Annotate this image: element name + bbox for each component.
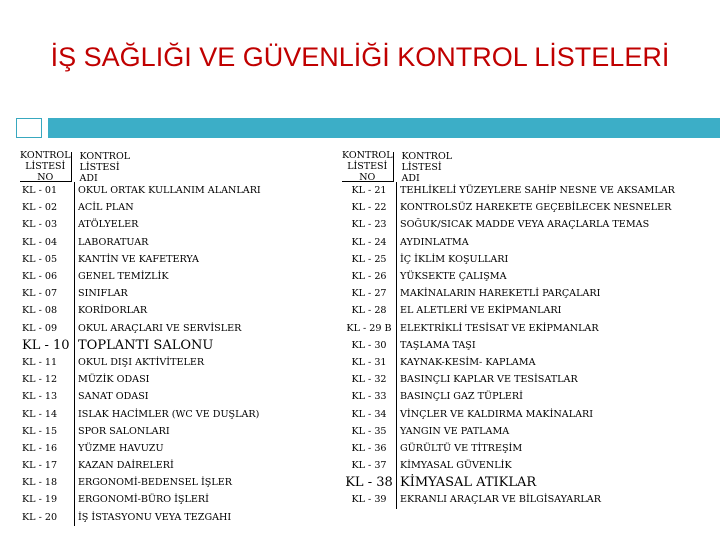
checklist-name: EL ALETLERİ VE EKİPMANLARI <box>400 305 562 317</box>
accent-bar-right <box>48 118 720 138</box>
checklist-number: KL - 19 <box>20 491 75 508</box>
checklist-name: KAZAN DAİRELERİ <box>78 460 174 472</box>
checklist-name: YÜZME HAVUZU <box>78 442 164 454</box>
table-row <box>342 388 675 405</box>
table-row <box>342 234 675 251</box>
checklist-number: KL - 28 <box>342 302 397 319</box>
checklist-name: TAŞLAMA TAŞI <box>400 339 476 351</box>
table-row <box>20 285 261 302</box>
checklist-name: KORİDORLAR <box>78 305 148 317</box>
checklist-name: KANTİN VE KAFETERYA <box>78 253 199 265</box>
table-row <box>342 199 675 216</box>
checklist-number: KL - 07 <box>20 285 75 302</box>
checklist-number: KL - 39 <box>342 491 397 508</box>
checklist-number: KL - 22 <box>342 199 397 216</box>
header-name: KONTROL LİSTESİ ADI <box>401 150 453 184</box>
table-row <box>342 337 675 354</box>
header-name: KONTROL LİSTESİ ADI <box>79 150 131 184</box>
rows-left <box>20 182 261 526</box>
table-row <box>342 491 675 508</box>
checklist-name: VİNÇLER VE KALDIRMA MAKİNALARI <box>400 408 594 420</box>
checklist-name: KİMYASAL GÜVENLİK <box>400 460 512 472</box>
checklist-number: KL - 37 <box>342 457 397 474</box>
checklist-number: KL - 03 <box>20 216 75 233</box>
table-row <box>342 405 675 422</box>
table-row <box>20 320 261 337</box>
checklist-name: LABORATUAR <box>78 236 149 248</box>
checklist-name: GÜRÜLTÜ VE TİTREŞİM <box>400 442 523 454</box>
checklist-number: KL - 15 <box>20 423 75 440</box>
checklist-number: KL - 12 <box>20 371 75 388</box>
checklist-number: KL - 29 B <box>342 320 397 337</box>
table-row <box>20 509 261 526</box>
checklist-number: KL - 38 <box>342 474 397 491</box>
checklist-number: KL - 18 <box>20 474 75 491</box>
checklist-number: KL - 13 <box>20 388 75 405</box>
table-row <box>342 457 675 474</box>
accent-bar-left <box>16 118 42 138</box>
checklist-name: ERGONOMİ-BÜRO İŞLERİ <box>78 494 209 506</box>
checklist-number: KL - 30 <box>342 337 397 354</box>
table-row <box>342 423 675 440</box>
checklist-number: KL - 11 <box>20 354 75 371</box>
table-row <box>20 457 261 474</box>
table-row <box>20 354 261 371</box>
checklist-number: KL - 14 <box>20 405 75 422</box>
column-header <box>20 152 134 182</box>
checklist-name: TOPLANTI SALONU <box>78 337 214 353</box>
checklist-number: KL - 10 <box>20 337 75 354</box>
checklist-name: OKUL ORTAK KULLANIM ALANLARI <box>78 185 261 197</box>
table-row <box>20 182 261 199</box>
header-no: KONTROL LİSTESİ NO <box>20 150 71 183</box>
checklist-number: KL - 08 <box>20 302 75 319</box>
checklist-column-left <box>20 150 261 523</box>
checklist-number: KL - 24 <box>342 234 397 251</box>
checklist-number: KL - 09 <box>20 320 75 337</box>
checklist-number: KL - 36 <box>342 440 397 457</box>
checklist-number: KL - 05 <box>20 251 75 268</box>
checklist-name: ELEKTRİKLİ TESİSAT VE EKİPMANLAR <box>400 322 599 334</box>
checklist-name: GENEL TEMİZLİK <box>78 271 169 283</box>
checklist-name: ISLAK HACİMLER (WC VE DUŞLAR) <box>78 408 260 420</box>
checklist-number: KL - 35 <box>342 423 397 440</box>
table-row <box>342 251 675 268</box>
checklist-name: ATÖLYELER <box>78 219 139 231</box>
checklist-name: TEHLİKELİ YÜZEYLERE SAHİP NESNE VE AKSAMLAR <box>400 185 675 197</box>
table-row <box>20 251 261 268</box>
checklist-number: KL - 25 <box>342 251 397 268</box>
checklist-name: MÜZİK ODASI <box>78 374 150 386</box>
checklist-number: KL - 33 <box>342 388 397 405</box>
table-row <box>342 474 675 491</box>
table-row <box>342 268 675 285</box>
checklist-number: KL - 06 <box>20 268 75 285</box>
checklist-name: SOĞUK/SICAK MADDE VEYA ARAÇLARLA TEMAS <box>400 219 650 231</box>
checklist-number: KL - 32 <box>342 371 397 388</box>
checklist-name: EKRANLI ARAÇLAR VE BİLGİSAYARLAR <box>400 494 601 506</box>
checklist-name: SPOR SALONLARI <box>78 425 170 437</box>
table-row <box>20 302 261 319</box>
checklist-number: KL - 20 <box>20 509 75 526</box>
header-no: KONTROL LİSTESİ NO <box>342 150 393 183</box>
checklist-number: KL - 31 <box>342 354 397 371</box>
checklist-number: KL - 34 <box>342 405 397 422</box>
table-row <box>20 423 261 440</box>
checklist-number: KL - 21 <box>342 182 397 199</box>
checklist-name: AYDINLATMA <box>400 236 469 248</box>
table-row <box>342 182 675 199</box>
checklist-name: ACİL PLAN <box>78 202 134 214</box>
checklist-number: KL - 02 <box>20 199 75 216</box>
table-row <box>20 268 261 285</box>
checklist-name: SINIFLAR <box>78 288 128 300</box>
checklist-number: KL - 01 <box>20 182 75 199</box>
checklist-name: KİMYASAL ATIKLAR <box>400 475 537 491</box>
table-row <box>342 320 675 337</box>
checklist-name: İŞ İSTASYONU VEYA TEZGAHI <box>78 511 232 523</box>
checklist-name: OKUL ARAÇLARI VE SERVİSLER <box>78 322 242 334</box>
table-row <box>342 440 675 457</box>
checklist-name: MAKİNALARIN HAREKETLİ PARÇALARI <box>400 288 601 300</box>
checklist-name: YÜKSEKTE ÇALIŞMA <box>400 271 507 283</box>
checklist-name: İÇ İKLİM KOŞULLARI <box>400 253 509 265</box>
table-row <box>342 216 675 233</box>
table-row <box>20 440 261 457</box>
table-row <box>342 285 675 302</box>
checklist-name: KONTROLSÜZ HAREKETE GEÇEBİLECEK NESNELER <box>400 202 672 214</box>
table-row <box>342 371 675 388</box>
table-row <box>20 474 261 491</box>
column-header <box>342 152 456 182</box>
checklist-number: KL - 16 <box>20 440 75 457</box>
table-row <box>20 337 261 354</box>
table-row <box>20 199 261 216</box>
checklist-number: KL - 26 <box>342 268 397 285</box>
checklist-number: KL - 17 <box>20 457 75 474</box>
table-row <box>20 371 261 388</box>
checklist-number: KL - 27 <box>342 285 397 302</box>
checklist-name: OKUL DIŞI AKTİVİTELER <box>78 356 205 368</box>
table-row <box>342 302 675 319</box>
table-row <box>20 216 261 233</box>
table-row <box>20 491 261 508</box>
table-row <box>20 234 261 251</box>
table-row <box>20 388 261 405</box>
rows-right <box>342 182 675 509</box>
checklist-name: KAYNAK-KESİM- KAPLAMA <box>400 356 536 368</box>
checklist-name: YANGIN VE PATLAMA <box>400 425 510 437</box>
checklist-number: KL - 04 <box>20 234 75 251</box>
checklist-name: BASINÇLI KAPLAR VE TESİSATLAR <box>400 374 578 386</box>
checklist-column-right <box>342 150 675 506</box>
checklist-name: ERGONOMİ-BEDENSEL İŞLER <box>78 477 232 489</box>
checklist-name: SANAT ODASI <box>78 391 149 403</box>
table-row <box>20 405 261 422</box>
checklist-number: KL - 23 <box>342 216 397 233</box>
checklist-name: BASINÇLI GAZ TÜPLERİ <box>400 391 523 403</box>
page-title: İŞ SAĞLIĞI VE GÜVENLİĞİ KONTROL LİSTELERİ <box>50 42 670 72</box>
table-row <box>342 354 675 371</box>
